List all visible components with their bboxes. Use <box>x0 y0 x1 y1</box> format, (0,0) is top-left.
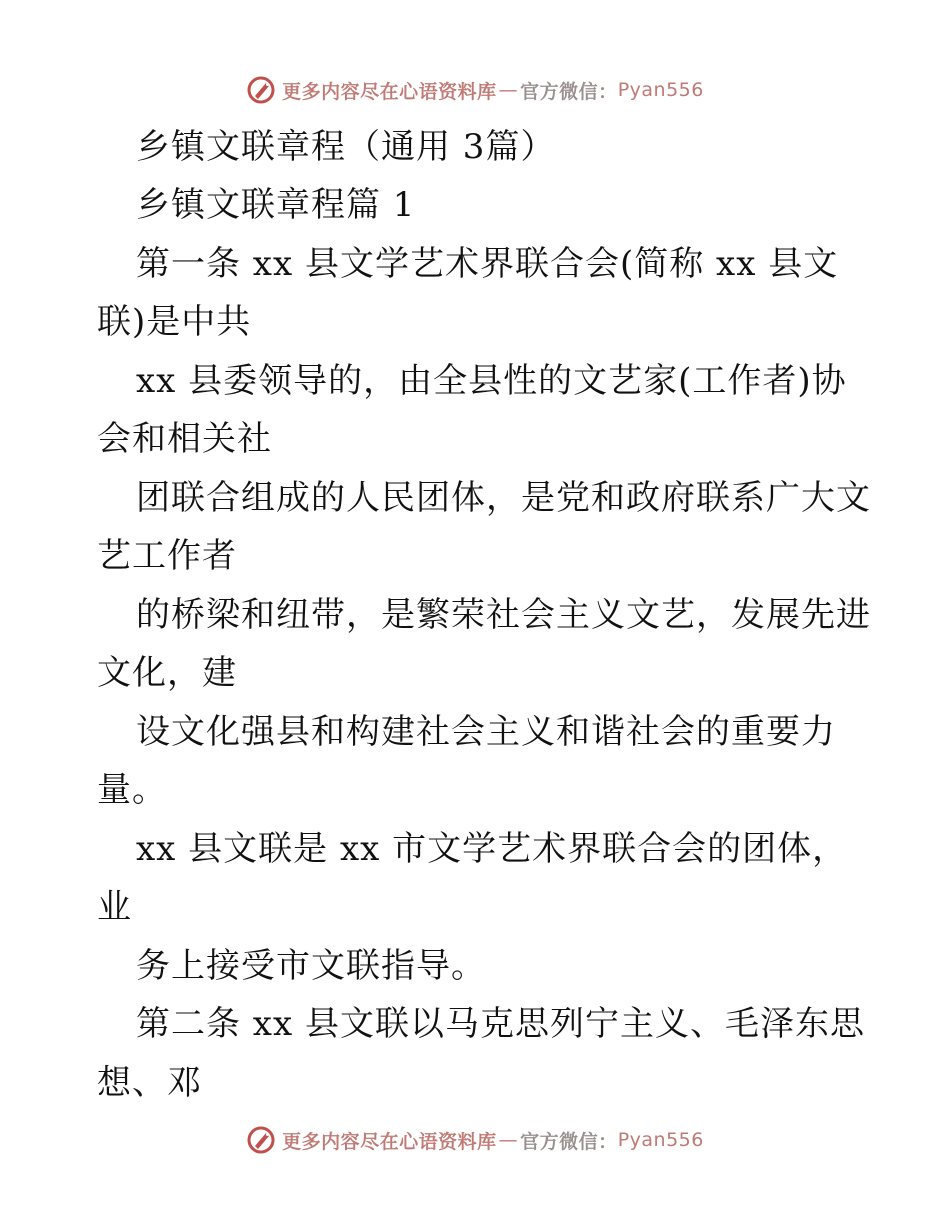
watermark-main-text: 更多内容尽在心语资料库 <box>282 80 497 103</box>
text-line: xx 县文联是 xx 市文学艺术界联合会的团体， <box>136 829 848 869</box>
watermark-separator: — <box>498 79 519 101</box>
text-line: 联)是中共 <box>97 302 252 342</box>
text-line: 想、邓 <box>97 1063 202 1103</box>
watermark-wechat-id: Pyan556 <box>617 79 704 101</box>
footer-watermark <box>0 1120 950 1160</box>
text-line: 会和相关社 <box>97 419 272 459</box>
text-line: 艺工作者 <box>97 536 237 576</box>
text-line: 量。 <box>97 770 167 810</box>
text-line: 团联合组成的人民团体，是党和政府联系广大文 <box>136 478 871 518</box>
watermark-main-text: 更多内容尽在心语资料库 <box>282 1130 497 1153</box>
fountain-pen-logo-icon <box>246 1125 276 1155</box>
text-line: 的桥梁和纽带，是繁荣社会主义文艺，发展先进 <box>136 595 871 635</box>
text-line: 务上接受市文联指导。 <box>136 946 486 986</box>
header-watermark <box>0 70 950 110</box>
document-title: 乡镇文联章程（通用 3篇） <box>136 127 556 167</box>
text-line: 设文化强县和构建社会主义和谐社会的重要力 <box>136 712 836 752</box>
text-line: xx 县委领导的，由全县性的文艺家(工作者)协 <box>136 361 847 401</box>
watermark-sub-text: 官方微信： <box>520 1130 618 1153</box>
fountain-pen-logo-icon <box>246 75 276 105</box>
text-line: 第二条 xx 县文联以马克思列宁主义、毛泽东思 <box>136 1004 865 1044</box>
watermark-wechat-id: Pyan556 <box>617 1129 704 1151</box>
watermark-separator: — <box>498 1129 519 1151</box>
text-line: 第一条 xx 县文学艺术界联合会(简称 xx 县文 <box>136 244 839 284</box>
section-heading: 乡镇文联章程篇 1 <box>136 185 416 225</box>
text-line: 业 <box>97 887 132 927</box>
watermark-sub-text: 官方微信： <box>520 80 618 103</box>
text-line: 文化，建 <box>97 653 237 693</box>
